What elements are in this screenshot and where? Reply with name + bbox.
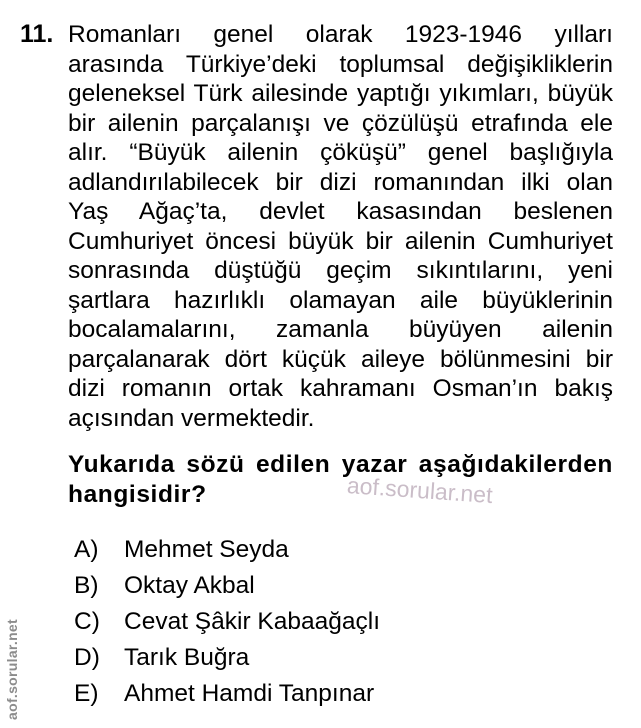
option-letter: D) xyxy=(74,644,100,671)
option-letter: A) xyxy=(74,536,99,563)
option-letter: E) xyxy=(74,680,99,707)
passage-line: Romanları genel olarak 1923-1946 yılları xyxy=(68,21,613,48)
passage-line: açısından vermektedir. xyxy=(68,404,315,432)
passage-line: adlandırılabilecek bir dizi romanından ilki olan xyxy=(68,168,613,196)
question-passage xyxy=(68,20,613,433)
passage-line: şartlara hazırlıklı olamayan aile büyüklerinin xyxy=(68,286,613,314)
question-number: 11. xyxy=(20,20,54,48)
option-c[interactable] xyxy=(74,604,380,640)
watermark-side: aof.sorular.net xyxy=(4,619,20,720)
option-text: Cevat Şâkir Kabaağaçlı xyxy=(124,608,381,635)
passage-line: sonrasında düştüğü geçim sıkıntılarını, yeni xyxy=(68,257,613,284)
option-text: Mehmet Seyda xyxy=(124,536,289,563)
passage-line: geleneksel Türk ailesinde yaptığı yıkımları, büyük xyxy=(68,80,613,107)
option-text: Oktay Akbal xyxy=(124,572,255,599)
prompt-line: hangisidir? xyxy=(68,481,207,508)
answer-options xyxy=(74,532,380,712)
passage-line: Cumhuriyet öncesi büyük bir ailenin Cumhuriyet xyxy=(68,227,613,255)
passage-line: arasında Türkiye’deki toplumsal değişikliklerin xyxy=(68,50,613,78)
option-d[interactable] xyxy=(74,640,380,676)
passage-line: bir ailenin parçalanışı ve çözülüşü etrafında ele xyxy=(68,109,613,137)
option-letter: C) xyxy=(74,608,100,635)
option-b[interactable] xyxy=(74,568,380,604)
passage-line: Yaş Ağaç’ta, devlet kasasından beslenen xyxy=(68,198,613,225)
option-e[interactable] xyxy=(74,676,380,712)
question-prompt xyxy=(68,450,613,510)
prompt-line: Yukarıda sözü edilen yazar aşağıdakilerden xyxy=(68,451,613,478)
option-letter: B) xyxy=(74,572,99,599)
option-text: Ahmet Hamdi Tanpınar xyxy=(124,680,375,707)
passage-line: bocalamalarını, zamanla büyüyen ailenin xyxy=(68,316,613,343)
watermark-center: aof.sorular.net xyxy=(346,472,494,509)
option-text: Tarık Buğra xyxy=(124,644,250,671)
passage-line: alır. “Büyük ailenin çöküşü” genel başlığıyla xyxy=(68,139,613,166)
passage-line: dizi romanın ortak kahramanı Osman’ın bakış xyxy=(68,375,613,402)
passage-line: parçalanarak dört küçük aileye bölünmesini bir xyxy=(68,345,613,373)
option-a[interactable] xyxy=(74,532,380,568)
